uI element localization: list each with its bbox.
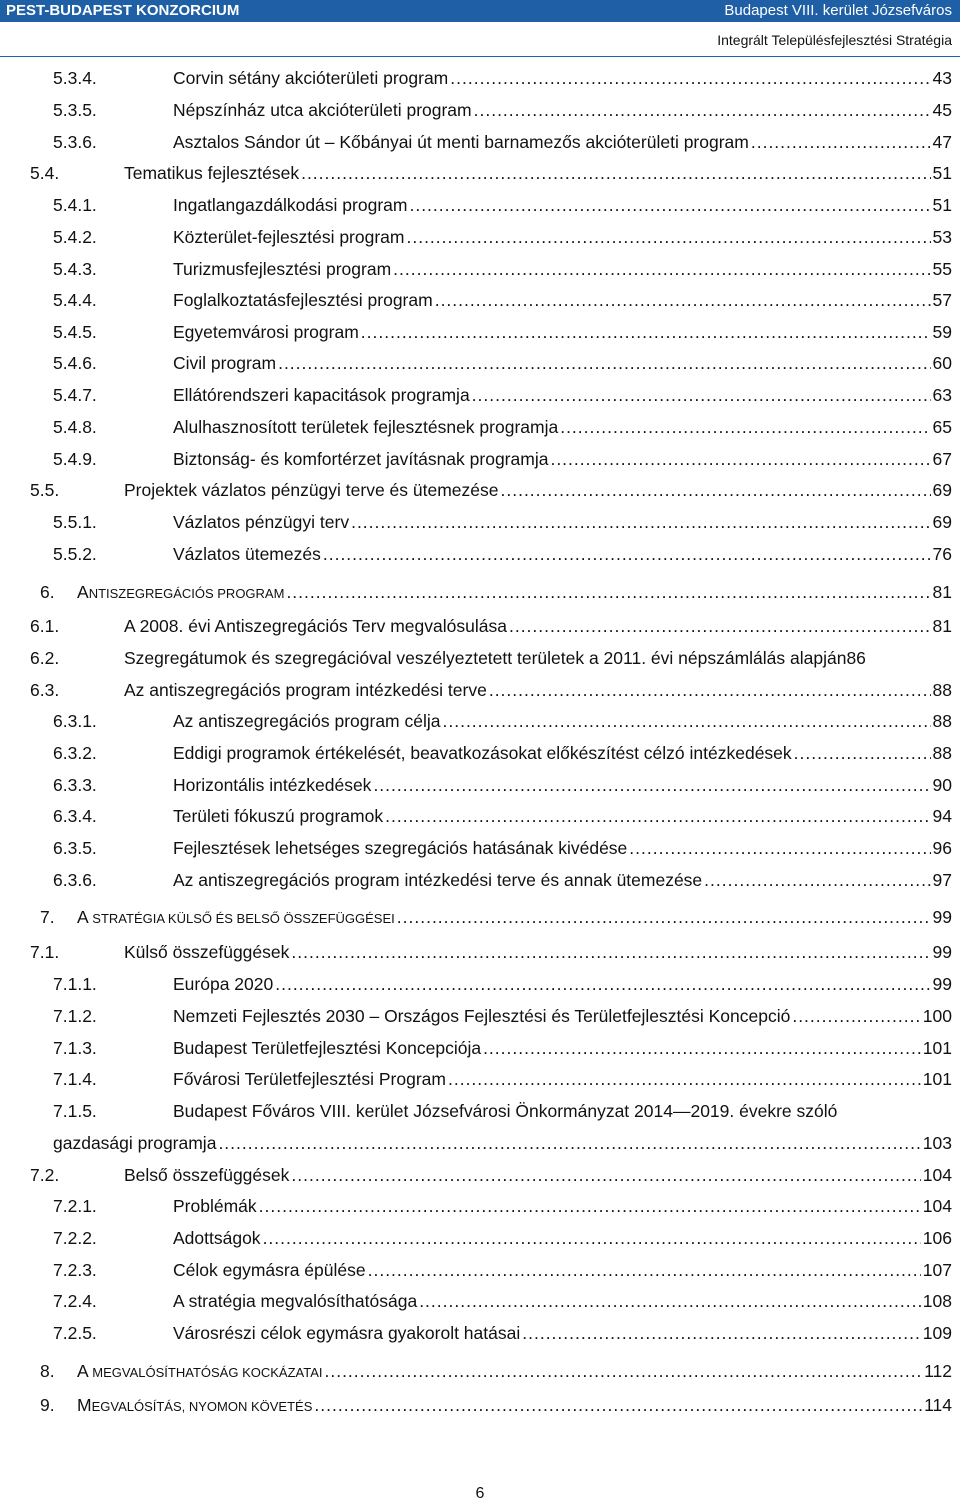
toc-number: 5.4.: [30, 163, 60, 183]
toc-number: 6.: [40, 582, 55, 602]
toc-title-smallcaps: MEGVALÓSÍTHATÓSÁG KOCKÁZATAI: [88, 1365, 323, 1380]
toc-page: 100: [922, 1006, 952, 1026]
toc-leader: [406, 225, 930, 249]
toc-title: Területi fókuszú programok: [173, 806, 384, 826]
toc-page: 101: [922, 1038, 952, 1058]
toc-leader: [275, 972, 930, 996]
toc-entry[interactable]: [53, 510, 952, 534]
toc-leader: [409, 193, 930, 217]
toc-number: 5.4.5.: [53, 322, 97, 342]
toc-leader: [291, 940, 930, 964]
toc-entry[interactable]: [30, 478, 952, 502]
toc-title: Vázlatos ütemezés: [173, 544, 321, 564]
toc-title: Fejlesztések lehetséges szegregációs hatásának kivédése: [173, 838, 628, 858]
toc-title: Turizmusfejlesztési program: [173, 259, 392, 279]
toc-title: Ellátórendszeri kapacitások programja: [173, 385, 470, 405]
toc-entry[interactable]: [30, 614, 952, 638]
toc-page: 104: [922, 1165, 952, 1185]
toc-number: 8.: [40, 1361, 55, 1381]
toc-page: 108: [922, 1291, 952, 1311]
toc-number: 7.1.4.: [53, 1069, 97, 1089]
toc-title: Nemzeti Fejlesztés 2030 – Országos Fejlesztési és Területfejlesztési Koncepció: [173, 1006, 791, 1026]
toc-title: A stratégia megvalósíthatósága: [173, 1291, 418, 1311]
toc-leader: [373, 773, 930, 797]
toc-page: 59: [932, 322, 952, 342]
toc-leader: [550, 447, 930, 471]
toc-number: 7.1.3.: [53, 1038, 97, 1058]
toc-number: 7.: [40, 907, 55, 927]
toc-title: Az antiszegregációs program intézkedési terve és annak ütemezése: [173, 870, 703, 890]
toc-entry-chapter[interactable]: [40, 1393, 952, 1417]
toc-leader: [419, 1289, 921, 1313]
toc-page: 43: [932, 68, 952, 88]
toc-entry-chapter[interactable]: [40, 1359, 952, 1383]
toc-number: 5.3.5.: [53, 100, 97, 120]
toc-page: 60: [932, 353, 952, 373]
toc-title: [77, 580, 284, 606]
toc-entry[interactable]: [53, 98, 952, 122]
toc-number: 5.4.6.: [53, 353, 97, 373]
toc-title: Projektek vázlatos pénzügyi terve és ütemezése: [124, 480, 499, 500]
page-header: [0, 0, 960, 56]
toc-title: Európa 2020: [173, 974, 274, 994]
toc-entry[interactable]: [53, 804, 952, 828]
toc-entry[interactable]: [53, 709, 952, 733]
toc-number: 5.4.4.: [53, 290, 97, 310]
toc-title: Problémák: [173, 1196, 257, 1216]
toc-leader: [472, 383, 931, 407]
toc-title: Külső összefüggések: [124, 942, 290, 962]
toc-page: 55: [932, 259, 952, 279]
toc-page: 88: [932, 680, 952, 700]
toc-leader: [522, 1321, 921, 1345]
toc-title: Ingatlangazdálkodási program: [173, 195, 408, 215]
toc-entry[interactable]: [53, 288, 952, 312]
toc-number: 6.3.1.: [53, 711, 97, 731]
toc-title: Belső összefüggések: [124, 1165, 290, 1185]
toc-number: 7.2.3.: [53, 1260, 97, 1280]
toc-entry-chapter[interactable]: [40, 580, 952, 604]
toc-title: Budapest Területfejlesztési Koncepciója: [173, 1038, 482, 1058]
toc-number: 5.4.9.: [53, 449, 97, 469]
header-consortium: PEST-BUDAPEST KONZORCIUM: [6, 2, 240, 19]
toc-leader: [361, 320, 931, 344]
toc-page: 88: [932, 743, 952, 763]
toc-number: 7.2.5.: [53, 1323, 97, 1343]
toc-entry-multiline-second[interactable]: [53, 1131, 952, 1155]
toc-page: 63: [932, 385, 952, 405]
toc-page: 81: [932, 582, 952, 602]
toc-title: Szegregátumok és szegregációval veszélyeztetett területek a 2011. évi népszámlálás alapján: [124, 648, 847, 668]
toc-leader: [474, 98, 931, 122]
toc-page: 69: [932, 480, 952, 500]
toc-title: Egyetemvárosi program: [173, 322, 359, 342]
toc-leader: [448, 1067, 921, 1091]
toc-number: 7.2.2.: [53, 1228, 97, 1248]
toc-page: 51: [932, 163, 952, 183]
toc-leader: [629, 836, 930, 860]
toc-page: 69: [932, 512, 952, 532]
toc-page: 109: [922, 1323, 952, 1343]
toc-title-smallcaps: EGVALÓSÍTÁS, NYOMON KÖVETÉS: [91, 1399, 313, 1414]
toc-page: 104: [922, 1196, 952, 1216]
toc-entry[interactable]: [53, 225, 952, 249]
toc-leader: [291, 1163, 920, 1187]
toc-entry[interactable]: [53, 1067, 952, 1091]
toc-page: 101: [922, 1069, 952, 1089]
toc-leader: [450, 66, 930, 90]
toc-entry[interactable]: [53, 193, 952, 217]
toc-page: 99: [932, 907, 952, 927]
toc-entry-chapter[interactable]: [40, 905, 952, 929]
toc-number: 5.3.6.: [53, 132, 97, 152]
toc-entry[interactable]: [53, 1036, 952, 1060]
toc-entry[interactable]: [30, 940, 952, 964]
toc-number: 7.1.5.: [53, 1101, 97, 1121]
toc-title-initial: A: [77, 907, 89, 927]
toc-leader: [393, 257, 930, 281]
toc-number: 6.3.6.: [53, 870, 97, 890]
toc-number: 6.3.5.: [53, 838, 97, 858]
toc-page: 51: [932, 195, 952, 215]
toc-title: Az antiszegregációs program célja: [173, 711, 441, 731]
toc-title: [77, 1393, 312, 1419]
toc-leader: [483, 1036, 921, 1060]
toc-page: 53: [932, 227, 952, 247]
toc-number: 6.3.3.: [53, 775, 97, 795]
toc-leader: [794, 741, 931, 765]
toc-leader: [443, 709, 931, 733]
header-district: Budapest VIII. kerület Józsefváros: [724, 2, 952, 19]
toc-leader: [278, 351, 930, 375]
toc-leader: [489, 678, 931, 702]
toc-title-line2: gazdasági programja: [53, 1133, 217, 1153]
toc-title: [77, 905, 395, 931]
toc-entry[interactable]: [53, 66, 952, 90]
toc-title-initial: A: [77, 582, 89, 602]
toc-entry[interactable]: [53, 1194, 952, 1218]
toc-leader: [751, 130, 931, 154]
toc-title: Eddigi programok értékelését, beavatkozásokat előkészítést célzó intézkedések: [173, 743, 792, 763]
toc-number: 6.3.4.: [53, 806, 97, 826]
toc-title: Közterület-fejlesztési program: [173, 227, 405, 247]
toc-page: 65: [932, 417, 952, 437]
toc-entry[interactable]: [30, 678, 952, 702]
toc-page: 81: [932, 616, 952, 636]
toc-page: 90: [932, 775, 952, 795]
toc-title: Fővárosi Területfejlesztési Program: [173, 1069, 446, 1089]
toc-leader: [324, 1359, 922, 1383]
toc-entry[interactable]: [53, 836, 952, 860]
toc-page: 88: [932, 711, 952, 731]
toc-title: Foglalkoztatásfejlesztési program: [173, 290, 433, 310]
toc-number: 5.4.8.: [53, 417, 97, 437]
toc-number: 7.1.: [30, 942, 60, 962]
toc-title: Horizontális intézkedések: [173, 775, 372, 795]
toc-page: 76: [932, 544, 952, 564]
toc-title-initial: M: [77, 1395, 92, 1415]
toc-page: 86: [846, 648, 866, 668]
toc-leader: [704, 868, 930, 892]
toc-entry[interactable]: [53, 383, 952, 407]
toc-page: 96: [932, 838, 952, 858]
toc-leader: [301, 161, 930, 185]
toc-number: 7.2.4.: [53, 1291, 97, 1311]
toc-entry[interactable]: [53, 1226, 952, 1250]
toc-entry[interactable]: [53, 1258, 952, 1282]
toc-leader: [501, 478, 931, 502]
toc-number: 5.4.3.: [53, 259, 97, 279]
toc-number: 6.3.: [30, 680, 60, 700]
toc-title-smallcaps: STRATÉGIA KÜLSŐ ÉS BELSŐ ÖSSZEFÜGGÉSEI: [88, 911, 395, 926]
toc-leader: [218, 1131, 920, 1155]
toc-page: 99: [932, 974, 952, 994]
toc-title: Városrészi célok egymásra gyakorolt hatásai: [173, 1323, 521, 1343]
toc-leader: [323, 542, 931, 566]
toc-number: 9.: [40, 1395, 55, 1415]
toc-entry[interactable]: [53, 130, 952, 154]
toc-number: 5.3.4.: [53, 68, 97, 88]
toc-page: 114: [924, 1395, 952, 1415]
toc-title: A 2008. évi Antiszegregációs Terv megvalósulása: [124, 616, 507, 636]
toc-page: 45: [932, 100, 952, 120]
toc-number: 6.1.: [30, 616, 60, 636]
toc-leader: [385, 804, 930, 828]
toc-number: 5.4.7.: [53, 385, 97, 405]
toc-title: Biztonság- és komfortérzet javításnak programja: [173, 449, 549, 469]
toc-entry[interactable]: [53, 1289, 952, 1313]
toc-number: 5.4.2.: [53, 227, 97, 247]
toc-page: 106: [922, 1228, 952, 1248]
toc-leader: [397, 905, 931, 929]
toc-leader: [263, 1226, 921, 1250]
toc-page: 57: [932, 290, 952, 310]
toc-title: Civil program: [173, 353, 277, 373]
toc-number: 7.1.1.: [53, 974, 97, 994]
toc-title: [77, 1359, 322, 1385]
toc-leader: [314, 1393, 922, 1417]
toc-number: 7.1.2.: [53, 1006, 97, 1026]
toc-page: 97: [932, 870, 952, 890]
toc-number: 7.2.1.: [53, 1196, 97, 1216]
toc-entry[interactable]: [53, 351, 952, 375]
toc-title: Adottságok: [173, 1228, 261, 1248]
toc-entry[interactable]: [53, 1321, 952, 1345]
toc-entry[interactable]: [53, 257, 952, 281]
toc-title: Alulhasznosított területek fejlesztésnek programja: [173, 417, 559, 437]
toc-entry[interactable]: [53, 1004, 952, 1028]
toc-number: 5.4.1.: [53, 195, 97, 215]
toc-page: 94: [932, 806, 952, 826]
toc-entry[interactable]: [53, 542, 952, 566]
toc-entry[interactable]: [53, 773, 952, 797]
toc-leader: [368, 1258, 921, 1282]
toc-leader: [560, 415, 930, 439]
toc-leader: [792, 1004, 920, 1028]
toc-entry[interactable]: [30, 646, 952, 670]
toc-leader: [351, 510, 930, 534]
toc-title: Népszínház utca akcióterületi program: [173, 100, 472, 120]
toc-title: Corvin sétány akcióterületi program: [173, 68, 449, 88]
toc-entry-multiline-first[interactable]: [53, 1099, 97, 1123]
toc-leader: [435, 288, 931, 312]
toc-leader: [509, 614, 931, 638]
toc-entry[interactable]: [53, 415, 952, 439]
toc-number: 6.3.2.: [53, 743, 97, 763]
toc-title: Az antiszegregációs program intézkedési terve: [124, 680, 487, 700]
toc-leader: [286, 580, 930, 604]
toc-title: Vázlatos pénzügyi terv: [173, 512, 350, 532]
toc-number: 5.5.1.: [53, 512, 97, 532]
toc-entry[interactable]: [53, 741, 952, 765]
toc-entry[interactable]: [30, 1163, 952, 1187]
toc-page: 112: [924, 1361, 952, 1381]
toc-entry[interactable]: [53, 320, 952, 344]
toc-entry[interactable]: [53, 868, 952, 892]
toc-page: 47: [932, 132, 952, 152]
toc-entry[interactable]: [53, 447, 952, 471]
toc-title: Célok egymásra épülése: [173, 1260, 366, 1280]
page-number: 6: [475, 1485, 485, 1502]
toc-number: 7.2.: [30, 1165, 60, 1185]
toc-page: 107: [922, 1260, 952, 1280]
header-rule: [0, 56, 960, 57]
header-strategy-title: Integrált Településfejlesztési Stratégia: [717, 32, 952, 48]
toc-number: 6.2.: [30, 648, 60, 668]
toc-title-smallcaps: NTISZEGREGÁCIÓS PROGRAM: [88, 586, 285, 601]
toc-title-initial: A: [77, 1361, 89, 1381]
toc-title: Asztalos Sándor út – Kőbányai út menti barnamezős akcióterületi program: [173, 132, 749, 152]
toc-page: 67: [932, 449, 952, 469]
toc-leader: [259, 1194, 921, 1218]
toc-page: 99: [932, 942, 952, 962]
toc-number: 5.5.2.: [53, 544, 97, 564]
toc-page: 103: [922, 1133, 952, 1153]
toc-title-line1: Budapest Főváros VIII. kerület Józsefvárosi Önkormányzat 2014—2019. évekre szóló: [173, 1101, 838, 1121]
toc-entry[interactable]: [53, 972, 952, 996]
toc-number: 5.5.: [30, 480, 60, 500]
toc-title: Tematikus fejlesztések: [124, 163, 300, 183]
toc-entry[interactable]: [30, 161, 952, 185]
